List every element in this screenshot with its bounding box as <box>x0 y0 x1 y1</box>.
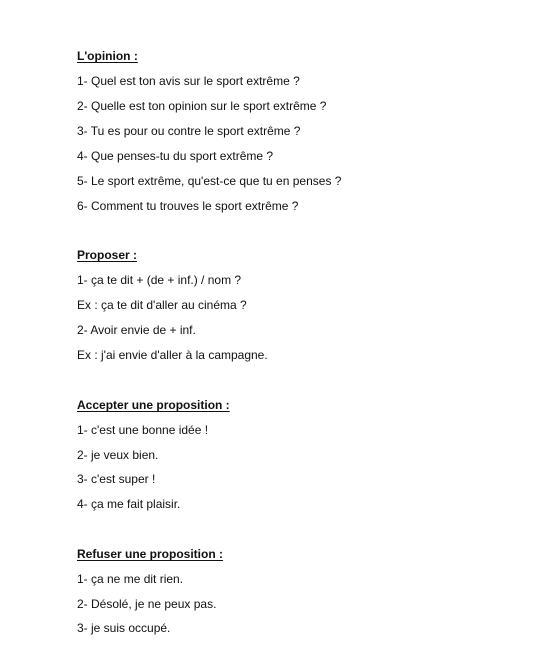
accepter-line-3: 3- c'est super ! <box>77 472 156 486</box>
opinion-line-2: 2- Quelle est ton opinion sur le sport extrême ? <box>77 99 327 113</box>
opinion-line-1: 1- Quel est ton avis sur le sport extrême ? <box>77 74 300 88</box>
section-heading-accepter: Accepter une proposition : <box>77 398 230 412</box>
opinion-line-4: 4- Que penses-tu du sport extrême ? <box>77 149 274 163</box>
section-heading-proposer: Proposer : <box>77 248 138 262</box>
proposer-line-2: Ex : ça te dit d'aller au cinéma ? <box>77 298 247 312</box>
opinion-line-3: 3- Tu es pour ou contre le sport extrême ? <box>77 124 301 138</box>
accepter-line-2: 2- je veux bien. <box>77 448 159 462</box>
opinion-line-5: 5- Le sport extrême, qu'est-ce que tu en penses ? <box>77 174 342 188</box>
opinion-line-6: 6- Comment tu trouves le sport extrême ? <box>77 199 299 213</box>
refuser-line-1: 1- ça ne me dit rien. <box>77 572 184 586</box>
refuser-line-2: 2- Désolé, je ne peux pas. <box>77 597 217 611</box>
proposer-line-1: 1- ça te dit + (de + inf.) / nom ? <box>77 273 242 287</box>
accepter-line-4: 4- ça me fait plaisir. <box>77 497 181 511</box>
section-heading-refuser: Refuser une proposition : <box>77 547 224 561</box>
refuser-line-3: 3- je suis occupé. <box>77 621 171 635</box>
proposer-line-4: Ex : j'ai envie d'aller à la campagne. <box>77 348 268 362</box>
section-heading-opinion: L'opinion : <box>77 49 138 63</box>
proposer-line-3: 2- Avoir envie de + inf. <box>77 323 196 337</box>
accepter-line-1: 1- c'est une bonne idée ! <box>77 423 209 437</box>
